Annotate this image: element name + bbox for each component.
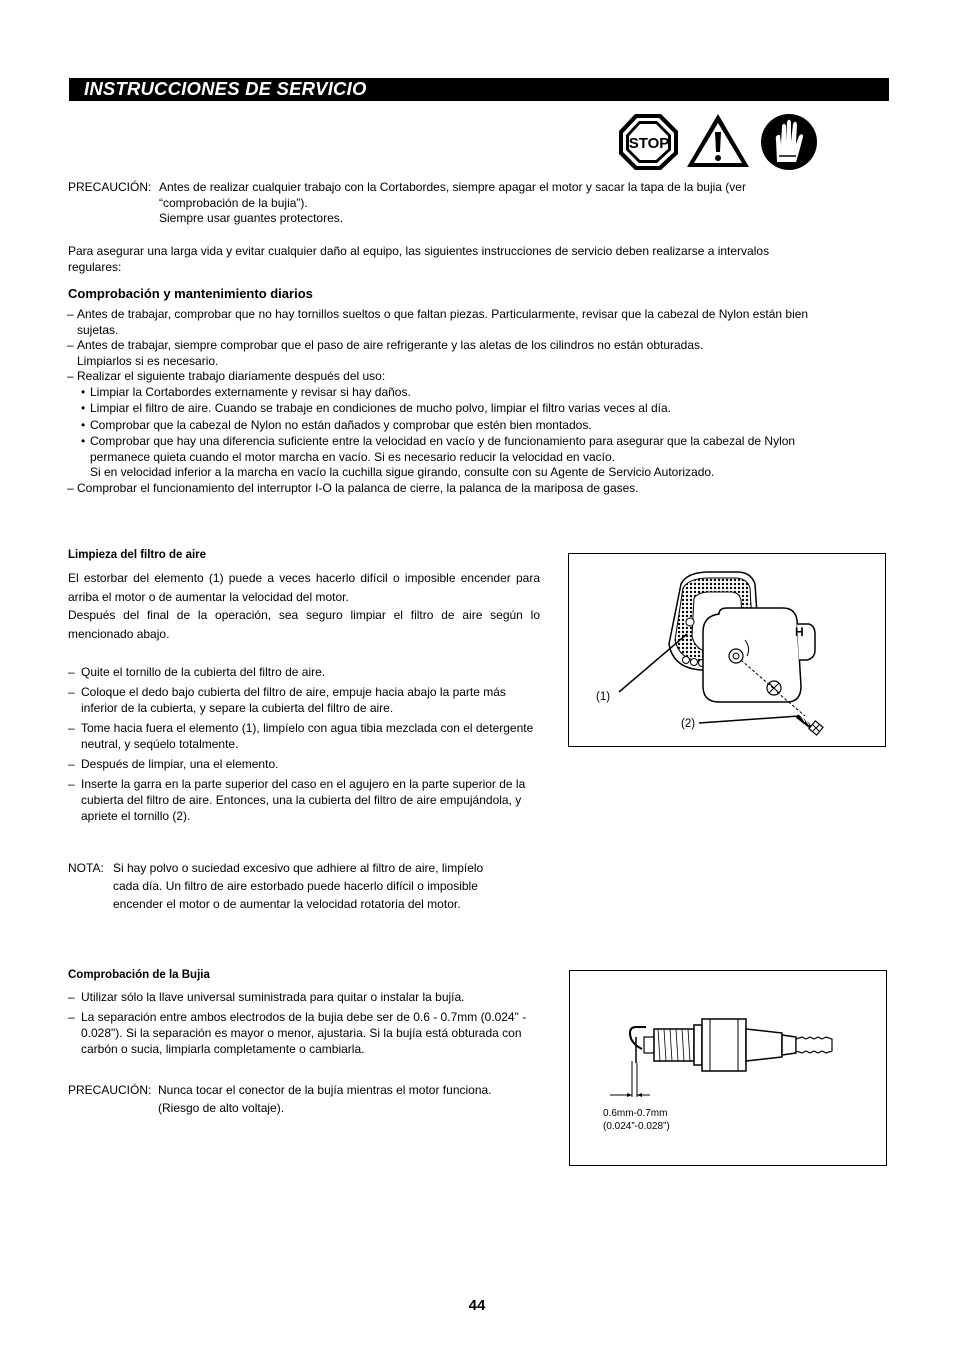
note-line: Si hay polvo o suciedad excesivo que adhiere al filtro de aire, limpíelo xyxy=(113,861,484,875)
list-item-text: La separación entre ambos electrodos de la bujia debe ser de 0.6 - 0.7mm (0.024" - 0.028"). Si la separación es mayor o menor, ajustaria. Si la bujía está obturada con carbón o sucia, limpiarla completamente o cambiarla. xyxy=(81,1010,527,1056)
note-line: encender el motor o de aumentar la velocidad rotatoria del motor. xyxy=(113,897,461,911)
figure-h-mark: H xyxy=(795,625,804,639)
title-bar xyxy=(69,78,889,101)
spark-plug-steps xyxy=(68,989,540,1057)
caution-text xyxy=(159,180,746,227)
air-filter-paragraph: Después del final de la operación, sea seguro limpiar el filtro de aire según lo mencionado abajo. xyxy=(68,608,540,641)
page-number: 44 xyxy=(468,1297,486,1314)
list-item-text: Limpiarlos si es necesario. xyxy=(77,353,219,368)
list-item-text: Antes de trabajar, siempre comprobar que el paso de aire refrigerante y las aletas de los cilindros no están obturadas. xyxy=(77,338,704,352)
list-item: – Antes de trabajar, siempre comprobar que el paso de aire refrigerante y las aletas de los cilindros no están obturadas. Limpiarlos si es necesario. xyxy=(67,338,889,369)
stop-sign-text: STOP xyxy=(628,135,670,152)
caution-text xyxy=(158,1081,548,1117)
note-text xyxy=(113,859,553,913)
sub-list-item-text: Comprobar que la cabezal de Nylon no están dañados y comprobar que estén bien montados. xyxy=(90,417,592,432)
gap-in-label: (0.024”-0.028”) xyxy=(603,1121,670,1132)
sub-list-item: • Comprobar que hay una diferencia suficiente entre la velocidad en vacío y de funcionamiento para asegurar que la cabezal de Nylon permanece quieta cuando el motor marcha en vacío. Si es necesario reducir la velocidad en vacío. Si en velocidad inferior a la marcha en vacío la cuchilla sigue girando, consulte con su Agente de Servicio Autorizado. xyxy=(67,434,889,481)
warning-triangle-icon xyxy=(687,114,749,167)
figure-label-1: (1) xyxy=(596,691,611,703)
caution-block-1 xyxy=(68,180,888,230)
intro-paragraph xyxy=(68,244,888,275)
caution-line: Nunca tocar el conector de la bujía mientras el motor funciona. xyxy=(158,1083,492,1097)
list-item-text: Comprobar el funcionamiento del interruptor I-O la palanca de cierre, la palanca de la mariposa de gases. xyxy=(77,480,639,495)
list-item-text: Antes de trabajar, comprobar que no hay tornillos sueltos o que faltan piezas. Particularmente, revisar que la cabezal de Nylon están bien xyxy=(77,307,809,321)
list-item: – Utilizar sólo la llave universal suministrada para quitar o instalar la bujía. xyxy=(68,989,540,1005)
safety-icons xyxy=(618,112,820,172)
list-item-text: sujetas. xyxy=(77,322,119,337)
list-item: – Quite el tornillo de la cubierta del filtro de aire. xyxy=(68,664,540,680)
air-filter-drawing xyxy=(569,554,885,746)
caution-line: Siempre usar guantes protectores. xyxy=(159,211,344,225)
sub-list-item: • Comprobar que la cabezal de Nylon no están dañados y comprobar que estén bien montados. xyxy=(67,418,889,434)
list-item: – Después de limpiar, una el elemento. xyxy=(68,756,540,772)
sub-list-item-text: Limpiar el filtro de aire. Cuando se trabaje en condiciones de mucho polvo, limpiar el filtro varias veces al día. xyxy=(90,401,671,415)
spark-plug-icon xyxy=(630,1019,832,1071)
list-item-text: Después de limpiar, una el elemento. xyxy=(81,757,279,771)
safety-icons-svg xyxy=(618,112,820,172)
intro-line: regulares: xyxy=(68,259,122,274)
spark-plug-heading: Comprobación de la Bujia xyxy=(68,969,210,981)
sub-list-item: • Limpiar el filtro de aire. Cuando se trabaje en condiciones de mucho polvo, limpiar el filtro varias veces al día. xyxy=(67,401,889,417)
intro-line: Para asegurar una larga vida y evitar cualquier daño al equipo, las siguientes instrucciones de servicio deben realizarse a intervalos xyxy=(68,244,770,258)
sub-list-item: • Limpiar la Cortabordes externamente y revisar si hay daños. xyxy=(67,385,889,401)
sub-list-item-text: permanece quieta cuando el motor marcha en vacío. Si es necesario reducir la velocidad en vacío. xyxy=(90,449,615,464)
air-filter-steps xyxy=(68,664,540,824)
gloves-icon xyxy=(761,114,817,170)
air-filter-figure xyxy=(568,553,886,747)
list-item: – Inserte la garra en la parte superior del caso en el agujero en la parte superior de la cubierta del filtro de aire. Entonces, una la cubierta del filtro de aire empujándola, y apriete el tornillo (2). xyxy=(68,776,540,824)
air-filter-intro xyxy=(68,569,540,643)
gap-mm-label: 0.6mm-0.7mm xyxy=(603,1108,668,1119)
list-item: – Antes de trabajar, comprobar que no hay tornillos sueltos o que faltan piezas. Particularmente, revisar que la cabezal de Nylon están bien sujetas. xyxy=(67,307,889,338)
sub-list-item-text: Comprobar que hay una diferencia suficiente entre la velocidad en vacío y de funcionamiento para asegurar que la cabezal de Nylon xyxy=(90,434,796,448)
caution-label: PRECAUCIÓN: xyxy=(68,1083,152,1097)
spark-plug-drawing xyxy=(570,971,886,1165)
sub-list-item-text: Si en velocidad inferior a la marcha en vacío la cuchilla sigue girando, consulte con su Agente de Servicio Autorizado. xyxy=(90,465,715,479)
list-item-text: Coloque el dedo bajo cubierta del filtro de aire, empuje hacia abajo la parte más inferior de la cubierta, y separe la cubierta del filtro de aire. xyxy=(81,685,506,715)
stop-sign-icon xyxy=(619,114,678,170)
caution-label: PRECAUCIÓN: xyxy=(68,180,152,194)
list-item-text: Utilizar sólo la llave universal suministrada para quitar o instalar la bujía. xyxy=(81,990,465,1004)
caution-line: Antes de realizar cualquier trabajo con la Cortabordes, siempre apagar el motor y sacar la tapa de la bujia (ver xyxy=(159,180,746,194)
page-title: INSTRUCCIONES DE SERVICIO xyxy=(84,78,367,99)
sub-list-item-text: Limpiar la Cortabordes externamente y revisar si hay daños. xyxy=(90,384,411,399)
note-label: NOTA: xyxy=(68,861,104,875)
spark-plug-figure xyxy=(569,970,887,1166)
list-item: – Coloque el dedo bajo cubierta del filtro de aire, empuje hacia abajo la parte más inferior de la cubierta, y separe la cubierta del filtro de aire. xyxy=(68,684,540,716)
note-line: cada día. Un filtro de aire estorbado puede hacerlo difícil o imposible xyxy=(113,879,478,893)
list-item: – Realizar el siguiente trabajo diariamente después del uso: xyxy=(67,369,889,385)
list-item: – La separación entre ambos electrodos de la bujia debe ser de 0.6 - 0.7mm (0.024" - 0.028"). Si la separación es mayor o menor, ajustaria. Si la bujía está obturada con carbón o sucia, limpiarla completamente o cambiarla. xyxy=(68,1009,540,1057)
list-item-text: Quite el tornillo de la cubierta del filtro de aire. xyxy=(81,665,326,679)
list-item: – Comprobar el funcionamiento del interruptor I-O la palanca de cierre, la palanca de la mariposa de gases. xyxy=(67,481,889,497)
air-filter-heading: Limpieza del filtro de aire xyxy=(68,549,207,561)
daily-list xyxy=(67,307,889,496)
figure-label-2: (2) xyxy=(681,718,696,730)
list-item: – Tome hacia fuera el elemento (1), limpíelo con agua tibia mezclada con el detergente neutral, y seqúelo totalmente. xyxy=(68,720,540,752)
list-item-text: Realizar el siguiente trabajo diariamente después del uso: xyxy=(77,369,386,383)
daily-heading: Comprobación y mantenimiento diarios xyxy=(68,286,313,301)
air-filter-paragraph: El estorbar del elemento (1) puede a veces hacerlo difícil o imposible encender para arriba el motor o de aumentar la velocidad del motor. xyxy=(68,571,540,604)
caution-line: (Riesgo de alto voltaje). xyxy=(158,1101,285,1115)
list-item-text: Inserte la garra en la parte superior del caso en el agujero en la parte superior de la cubierta del filtro de aire. Entonces, una la cubierta del filtro de aire empujándola, y apriete el tornillo (2). xyxy=(81,777,526,823)
caution-line: “comprobación de la bujia”). xyxy=(159,195,308,210)
list-item-text: Tome hacia fuera el elemento (1), limpíelo con agua tibia mezclada con el detergente neutral, y seqúelo totalmente. xyxy=(81,721,534,751)
leader-line-1 xyxy=(619,634,687,692)
leader-line-2 xyxy=(699,716,799,723)
gap-dimension-icon xyxy=(610,1061,650,1097)
screw-icon xyxy=(797,713,823,735)
